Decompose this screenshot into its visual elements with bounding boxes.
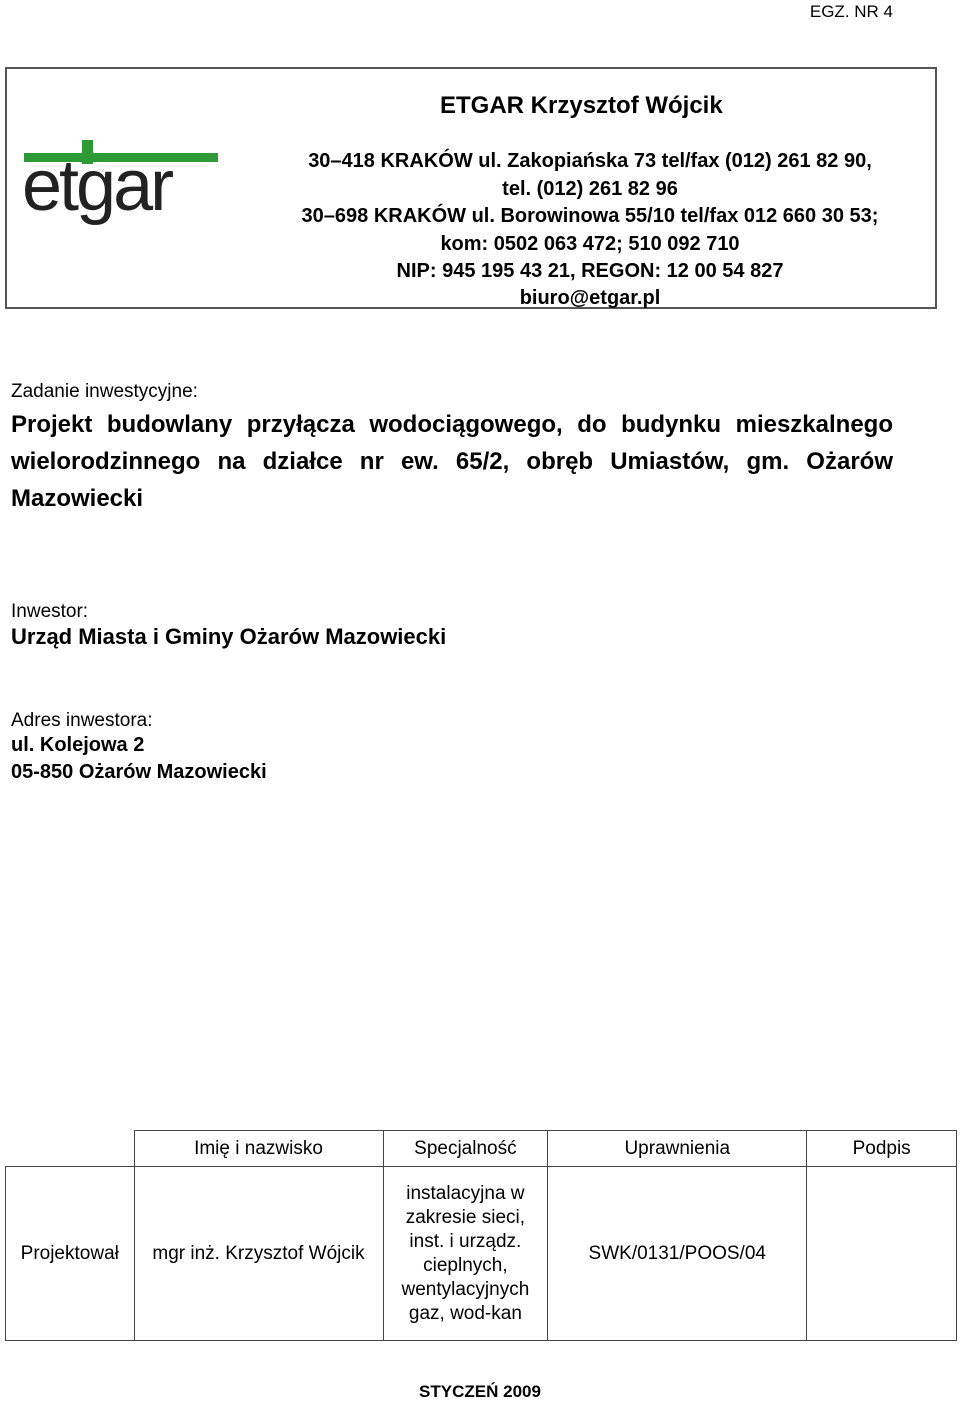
table-header-row <box>6 1131 957 1167</box>
table-row <box>6 1167 957 1341</box>
company-name: ETGAR Krzysztof Wójcik <box>440 92 723 119</box>
phone-line: kom: 0502 063 472; 510 092 710 <box>440 233 740 255</box>
investor-address-label: Adres inwestora: <box>11 710 153 731</box>
investor-street: ul. Kolejowa 2 <box>11 734 145 756</box>
email-line: biuro@etgar.pl <box>519 287 661 309</box>
specialty-cell: instalacyjna w zakresie sieci, inst. i urządz. cieplnych, wentylacyjnych gaz, wod-kan <box>383 1167 548 1341</box>
etgar-logo <box>22 140 222 228</box>
signature-cell <box>807 1167 957 1341</box>
investor-name: Urząd Miasta i Gminy Ożarów Mazowiecki <box>11 624 447 649</box>
signature-table <box>5 1130 957 1341</box>
col-header-name: Imię i nazwisko <box>134 1131 383 1167</box>
task-label: Zadanie inwestycyjne: <box>11 381 198 402</box>
investor-label: Inwestor: <box>11 601 89 622</box>
address-line-1: 30–418 KRAKÓW ul. Zakopiańska 73 tel/fax (012) 261 82 90, <box>308 150 872 172</box>
role-cell: Projektował <box>6 1167 135 1341</box>
task-description: Projekt budowlany przyłącza wodociągowego, do budynku mieszkalnego wielorodzinnego na działce nr ew. 65/2, obręb Umiastów, gm. Ożarów Mazowiecki <box>11 411 893 512</box>
address-line-2: tel. (012) 261 82 96 <box>502 178 678 200</box>
address-line-3: 30–698 KRAKÓW ul. Borowinowa 55/10 tel/fax 012 660 30 53; <box>301 205 879 227</box>
col-header-signature: Podpis <box>807 1131 957 1167</box>
nip-regon-line: NIP: 945 195 43 21, REGON: 12 00 54 827 <box>396 260 784 282</box>
svg-text:etgar: etgar <box>22 146 172 226</box>
investor-city: 05-850 Ożarów Mazowiecki <box>11 761 267 783</box>
document-date: STYCZEŃ 2009 <box>419 1382 541 1401</box>
table-corner-cell <box>6 1131 135 1167</box>
designer-name-cell: mgr inż. Krzysztof Wójcik <box>134 1167 383 1341</box>
license-cell: SWK/0131/POOS/04 <box>548 1167 807 1341</box>
col-header-license: Uprawnienia <box>548 1131 807 1167</box>
col-header-specialty: Specjalność <box>383 1131 548 1167</box>
document-number: EGZ. NR 4 <box>809 2 893 21</box>
